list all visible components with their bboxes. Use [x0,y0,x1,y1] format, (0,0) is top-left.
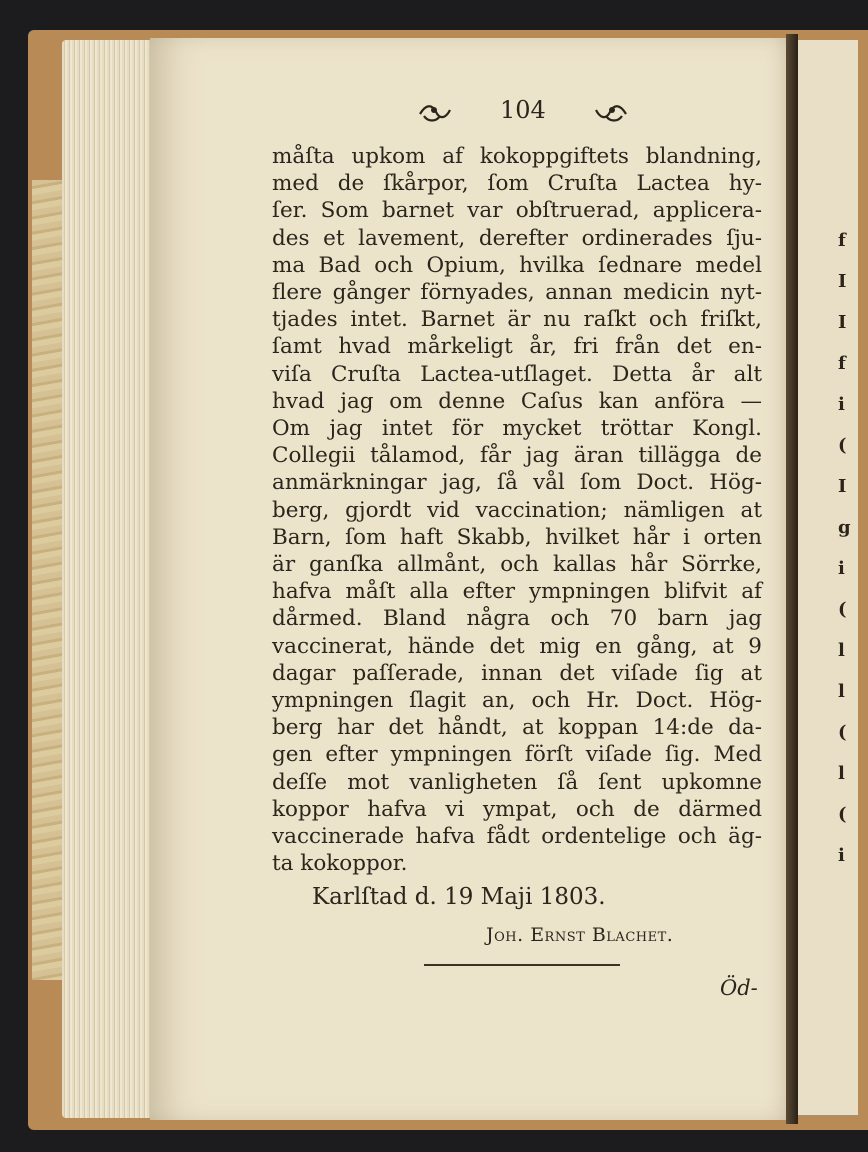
facing-page-glyph: ( [838,722,847,743]
text-line: anmärkningar jag, ſå vål ſom Doct. Hög- [272,470,762,496]
text-line: deſſe mot vanligheten ſå ſent upkomne [272,769,762,795]
page-number: 104 [500,96,546,124]
facing-page-fragments [838,220,850,876]
text-line: flere gånger förnyades, annan medicin nyt- [272,280,762,306]
text-line: dårmed. Bland några och 70 barn jag [272,606,762,632]
page-header [418,96,628,136]
text-line: Barn, ſom haft Skabb, hvilket hår i orten [272,524,762,550]
text-line: berg har det håndt, at koppan 14:de da- [272,715,762,741]
text-line: koppor hafva vi ympat, och de därmed [272,796,762,822]
text-line: gen efter ympningen förſt viſade ſig. Med [272,742,762,768]
ornament-left-icon [418,100,452,124]
facing-page-glyph: i [838,558,845,579]
facing-page-glyph: ( [838,599,847,620]
facing-page-glyph: f [838,230,846,251]
facing-page-glyph: l [838,681,845,702]
ornament-right-icon [594,100,628,124]
text-line: berg, gjordt vid vaccination; nämligen at [272,497,762,523]
text-line: Collegii tålamod, får jag äran tillägga de [272,443,762,469]
signature: Joh. Ernst Blachet. [486,924,674,946]
facing-page-glyph: ( [838,804,847,825]
facing-page-glyph: I [838,312,847,333]
text-line: med de ſkårpor, ſom Cruſta Lactea hy- [272,171,762,197]
catchword: Öd- [720,976,758,1000]
text-line: måſta upkom af kokoppgiftets blandning, [272,144,762,169]
text-line: hafva måſt alla efter ympningen blifvit af [272,579,762,605]
facing-page-glyph: f [838,353,846,374]
facing-page-glyph: g [838,517,851,538]
facing-page-glyph: ( [838,435,847,456]
body-text [272,143,762,877]
dateline: Karlſtad d. 19 Maji 1803. [312,884,606,910]
facing-page-glyph: l [838,763,845,784]
text-line: vaccinerat, hände det mig en gång, at 9 [272,633,762,659]
text-line: viſa Cruſta Lactea-utſlaget. Detta år alt [272,361,762,387]
text-line: ſamt hvad mårkeligt år, fri från det en- [272,334,762,360]
divider-rule [424,964,620,966]
text-line: ympningen ſlagit an, och Hr. Doct. Hög- [272,688,762,714]
text-line: är ganſka allmånt, och kallas hår Sörrke, [272,552,762,578]
text-line: Om jag intet för mycket tröttar Kongl. [272,416,762,442]
text-line: ſer. Som barnet var obſtruerad, applicera- [272,198,762,224]
text-line: des et lavement, derefter ordinerades ſju- [272,225,762,251]
facing-page-glyph: i [838,845,845,866]
book-gutter [786,34,798,1124]
facing-page-glyph: i [838,394,845,415]
text-line: ta kokoppor. [272,851,408,877]
text-line: ma Bad och Opium, hvilka ſednare medel [272,252,762,278]
facing-page-glyph: I [838,271,847,292]
facing-page-glyph: I [838,476,847,497]
page-edges [62,40,162,1118]
text-line: hvad jag om denne Caſus kan anföra — [272,388,762,414]
facing-page-glyph: l [838,640,845,661]
text-line: dagar paſſerade, innan det viſade ſig at [272,660,762,686]
text-line: tjades intet. Barnet är nu raſkt och friſkt, [272,307,762,333]
text-line: vaccinerade hafva fådt ordentelige och äg- [272,824,762,850]
